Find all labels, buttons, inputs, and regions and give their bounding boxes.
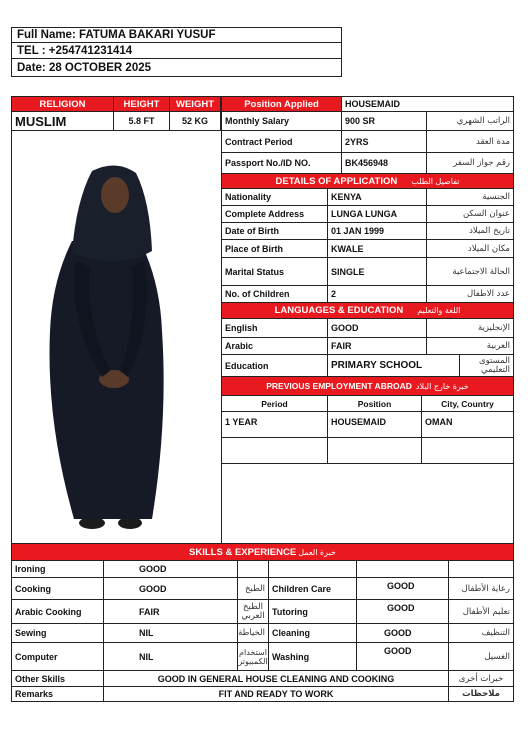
employment-empty-period (221, 437, 328, 464)
religion-header: RELIGION (11, 96, 114, 112)
weight-value: 52 KG (169, 111, 221, 131)
cleaning-value: GOOD (356, 623, 449, 643)
applicant-photo (12, 131, 221, 543)
period-arabic: مدة العقد (426, 130, 514, 153)
english-arabic: الإنجليزية (426, 318, 514, 338)
marital-value: SINGLE (327, 257, 427, 286)
employment-col-position: Position (327, 395, 422, 412)
tutoring-arabic: تعليم الأطفال (448, 599, 514, 624)
employment-empty-position (327, 437, 422, 464)
children-care-arabic: رعاية الأطفال (448, 577, 514, 600)
languages-title-arabic: اللغة والتعليم (417, 306, 461, 315)
other-skills-label: Other Skills (11, 670, 104, 687)
washing-arabic: الغسيل (448, 642, 514, 671)
passport-value: BK456948 (341, 152, 427, 174)
computer-label: Computer (11, 642, 104, 671)
cleaning-label: Cleaning (268, 623, 357, 643)
salary-arabic: الراتب الشهري (426, 111, 514, 131)
washing-label: Washing (268, 642, 357, 671)
dob-label: Date of Birth (221, 222, 328, 240)
ironing-blank-2 (268, 560, 357, 578)
cooking-value: GOOD (103, 577, 238, 600)
english-value: GOOD (327, 318, 427, 338)
arabic-label: Arabic (221, 337, 328, 355)
employment-title-arabic: خبرة خارج البلاد (415, 381, 469, 391)
children-count-arabic: عدد الاطفال (426, 285, 514, 303)
computer-arabic: استخدام الكمبيوتر (237, 642, 269, 671)
arabic-cooking-arabic: الطبخ العربي (237, 599, 269, 624)
education-value: PRIMARY SCHOOL (327, 354, 460, 377)
height-value: 5.8 FT (113, 111, 170, 131)
skills-section-header (11, 543, 514, 561)
passport-label: Passport No./ID NO. (221, 152, 342, 174)
remarks-arabic: ملاحظات (448, 686, 514, 702)
address-value: LUNGA LUNGA (327, 205, 427, 223)
ironing-blank-1 (237, 560, 269, 578)
form-date: Date: 28 OCTOBER 2025 (17, 62, 152, 74)
passport-arabic: رقم جواز السفر (426, 152, 514, 174)
arabic-arabic: العربية (426, 337, 514, 355)
washing-value: GOOD (356, 642, 449, 671)
ironing-value: GOOD (103, 560, 238, 578)
skills-title: SKILLS & EXPERIENCE (189, 546, 297, 558)
religion-value: MUSLIM (11, 111, 114, 131)
pob-arabic: مكان الميلاد (426, 239, 514, 258)
cooking-arabic: الطبخ (237, 577, 269, 600)
sewing-arabic: الخياطة (237, 623, 269, 643)
pob-value: KWALE (327, 239, 427, 258)
height-header: HEIGHT (113, 96, 170, 112)
tutoring-label: Tutoring (268, 599, 357, 624)
english-label: English (221, 318, 328, 338)
weight-header: WEIGHT (169, 96, 221, 112)
children-care-value: GOOD (356, 577, 449, 600)
telephone: TEL : +254741231414 (12, 43, 341, 59)
ironing-blank-3 (356, 560, 449, 578)
remarks-value: FIT AND READY TO WORK (103, 686, 449, 702)
dob-value: 01 JAN 1999 (327, 222, 427, 240)
ironing-blank-4 (448, 560, 514, 578)
photo-frame (11, 130, 222, 544)
employment-title: PREVIOUS EMPLOYMENT ABROAD (266, 381, 412, 391)
position-header: Position Applied (221, 96, 342, 112)
application-title: DETAILS OF APPLICATION (275, 175, 398, 187)
remarks-label: Remarks (11, 686, 104, 702)
employment-col-period: Period (221, 395, 328, 412)
employment-empty-city (421, 437, 514, 464)
address-label: Complete Address (221, 205, 328, 223)
other-skills-value: GOOD IN GENERAL HOUSE CLEANING AND COOKING (103, 670, 449, 687)
children-care-label: Children Care (268, 577, 357, 600)
nationality-arabic: الجنسية (426, 188, 514, 206)
education-arabic: المستوى التعليمي (459, 354, 514, 377)
tutoring-value: GOOD (356, 599, 449, 624)
employment-section-header (221, 376, 514, 396)
position-value: HOUSEMAID (341, 96, 514, 112)
sewing-value: NIL (103, 623, 238, 643)
arabic-cooking-value: FAIR (103, 599, 238, 624)
employment-col-city: City, Country (421, 395, 514, 412)
application-title-arabic: تفاصيل الطلب (411, 176, 460, 186)
education-label: Education (221, 354, 328, 377)
employment-blank-area (221, 463, 514, 544)
salary-label: Monthly Salary (221, 111, 342, 131)
cooking-label: Cooking (11, 577, 104, 600)
employment-position: HOUSEMAID (327, 411, 422, 438)
nationality-label: Nationality (221, 188, 328, 206)
address-arabic: عنوان السكن (426, 205, 514, 223)
full-name: Full Name: FATUMA BAKARI YUSUF (12, 28, 341, 43)
arabic-value: FAIR (327, 337, 427, 355)
skills-title-arabic: خبرة العمل (298, 547, 336, 557)
marital-arabic: الحالة الاجتماعية (426, 257, 514, 286)
languages-title: LANGUAGES & EDUCATION (274, 305, 404, 316)
salary-value: 900 SR (341, 111, 427, 131)
languages-section-header (221, 302, 514, 319)
sewing-label: Sewing (11, 623, 104, 643)
application-section-header (221, 173, 514, 189)
cleaning-arabic: التنظيف (448, 623, 514, 643)
other-skills-arabic: خبرات أخرى (448, 670, 514, 687)
employment-period: 1 YEAR (221, 411, 328, 438)
header-box (11, 27, 342, 77)
period-value: 2YRS (341, 130, 427, 153)
pob-label: Place of Birth (221, 239, 328, 258)
marital-label: Marital Status (221, 257, 328, 286)
children-count-label: No. of Children (221, 285, 328, 303)
arabic-cooking-label: Arabic Cooking (11, 599, 104, 624)
period-label: Contract Period (221, 130, 342, 153)
computer-value: NIL (103, 642, 238, 671)
ironing-label: Ironing (11, 560, 104, 578)
nationality-value: KENYA (327, 188, 427, 206)
employment-city: OMAN (421, 411, 514, 438)
children-count-value: 2 (327, 285, 427, 303)
dob-arabic: تاريخ الميلاد (426, 222, 514, 240)
